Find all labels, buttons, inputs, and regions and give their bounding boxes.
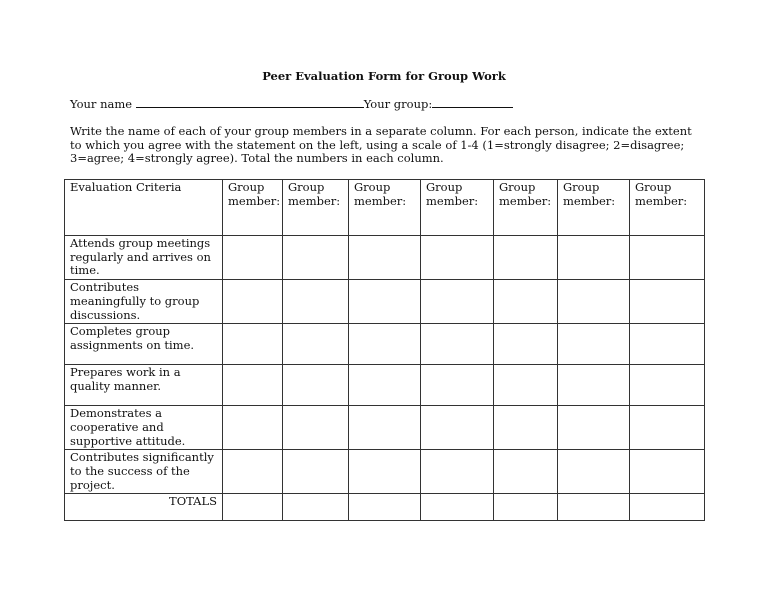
score-cell[interactable] (283, 236, 349, 280)
your-group-blank[interactable] (432, 97, 513, 108)
criterion-label: Contributes meaningfully to group discussions. (65, 280, 223, 324)
member-header-1: Group member: (223, 180, 283, 236)
score-cell[interactable] (349, 324, 421, 365)
criterion-label: Prepares work in a quality manner. (65, 365, 223, 406)
score-cell[interactable] (223, 324, 283, 365)
member-header-3: Group member: (349, 180, 421, 236)
score-cell[interactable] (421, 236, 494, 280)
totals-row (65, 494, 705, 521)
total-cell[interactable] (558, 494, 630, 521)
total-cell[interactable] (494, 494, 558, 521)
member-header-5: Group member: (494, 180, 558, 236)
total-cell[interactable] (283, 494, 349, 521)
score-cell[interactable] (630, 280, 705, 324)
criteria-header: Evaluation Criteria (65, 180, 223, 236)
score-cell[interactable] (494, 406, 558, 450)
score-cell[interactable] (223, 406, 283, 450)
score-cell[interactable] (494, 236, 558, 280)
criterion-label: Demonstrates a cooperative and supportive attitude. (65, 406, 223, 450)
score-cell[interactable] (558, 236, 630, 280)
member-header-7: Group member: (630, 180, 705, 236)
your-group-label: Your group: (363, 97, 433, 111)
total-cell[interactable] (349, 494, 421, 521)
criterion-label: Attends group meetings regularly and arrives on time. (65, 236, 223, 280)
score-cell[interactable] (558, 450, 630, 494)
score-cell[interactable] (630, 324, 705, 365)
score-cell[interactable] (349, 280, 421, 324)
score-cell[interactable] (349, 365, 421, 406)
score-cell[interactable] (558, 324, 630, 365)
your-name-label: Your name (70, 97, 133, 111)
score-cell[interactable] (558, 406, 630, 450)
member-header-6: Group member: (558, 180, 630, 236)
instructions-text: Write the name of each of your group members in a separate column. For each person, indicate the extent to which you agree with the statement on the left, using a scale of 1-4 (1=strongly disagree; 2=disagree; 3=agree; 4=strongly agree). Total the numbers in each column. (70, 124, 692, 166)
table-row (65, 280, 705, 324)
score-cell[interactable] (223, 450, 283, 494)
totals-label: TOTALS (65, 494, 223, 521)
score-cell[interactable] (630, 365, 705, 406)
score-cell[interactable] (349, 406, 421, 450)
score-cell[interactable] (283, 365, 349, 406)
score-cell[interactable] (630, 236, 705, 280)
table-row (65, 236, 705, 280)
criterion-label: Completes group assignments on time. (65, 324, 223, 365)
table-row (65, 406, 705, 450)
total-cell[interactable] (223, 494, 283, 521)
score-cell[interactable] (283, 406, 349, 450)
score-cell[interactable] (558, 280, 630, 324)
peer-evaluation-table (64, 179, 705, 521)
total-cell[interactable] (630, 494, 705, 521)
table-row (65, 450, 705, 494)
score-cell[interactable] (349, 450, 421, 494)
score-cell[interactable] (630, 406, 705, 450)
score-cell[interactable] (283, 450, 349, 494)
score-cell[interactable] (558, 365, 630, 406)
member-header-4: Group member: (421, 180, 494, 236)
member-header-2: Group member: (283, 180, 349, 236)
total-cell[interactable] (421, 494, 494, 521)
score-cell[interactable] (494, 450, 558, 494)
score-cell[interactable] (283, 324, 349, 365)
score-cell[interactable] (421, 324, 494, 365)
form-title: Peer Evaluation Form for Group Work (262, 69, 506, 83)
score-cell[interactable] (223, 280, 283, 324)
score-cell[interactable] (223, 365, 283, 406)
score-cell[interactable] (421, 406, 494, 450)
criterion-label: Contributes significantly to the success of the project. (65, 450, 223, 494)
score-cell[interactable] (223, 236, 283, 280)
table-row (65, 365, 705, 406)
score-cell[interactable] (349, 236, 421, 280)
name-group-line (70, 97, 513, 111)
score-cell[interactable] (630, 450, 705, 494)
table-row (65, 324, 705, 365)
score-cell[interactable] (421, 365, 494, 406)
your-name-blank[interactable] (136, 97, 364, 108)
score-cell[interactable] (421, 280, 494, 324)
score-cell[interactable] (421, 450, 494, 494)
score-cell[interactable] (494, 365, 558, 406)
header-row (65, 180, 705, 236)
score-cell[interactable] (283, 280, 349, 324)
score-cell[interactable] (494, 280, 558, 324)
score-cell[interactable] (494, 324, 558, 365)
